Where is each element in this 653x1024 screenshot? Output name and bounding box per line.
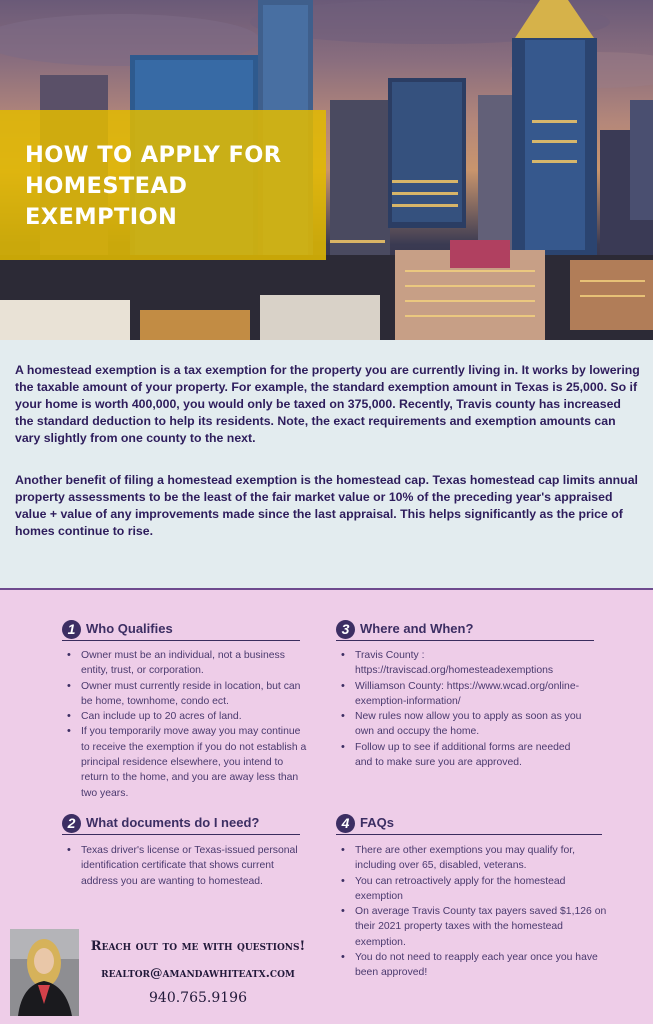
section-title: FAQs <box>360 815 394 830</box>
number-badge: 1 <box>62 620 81 639</box>
list-item: • On average Travis County tax payers saved $1,126 on their 2021 property taxes with the homestead exemption. <box>336 904 616 950</box>
bullet-list <box>62 843 312 889</box>
bullet-list <box>62 648 310 801</box>
list-item: • New rules now allow you to apply as soon as you own and occupy the home. <box>336 709 586 740</box>
list-item: • Williamson County: https://www.wcad.org/online-exemption-information/ <box>336 679 586 710</box>
list-item: • Owner must be an individual, not a business entity, trust, or corporation. <box>62 648 310 679</box>
section-faqs <box>336 812 607 981</box>
section-title: Where and When? <box>360 621 474 636</box>
bullet-list <box>336 648 586 770</box>
hero-banner <box>0 0 653 340</box>
section-divider <box>0 588 653 590</box>
list-item: • Texas driver's license or Texas-issued personal identification certificate that shows current address you are wanting to homestead. <box>62 843 312 889</box>
agent-photo <box>10 929 79 1016</box>
list-item: • There are other exemptions you may qualify for, including over 65, disabled, veterans. <box>336 843 616 874</box>
section-header <box>336 618 594 641</box>
list-item: • Travis County : https://traviscad.org/homesteadexemptions <box>336 648 586 679</box>
list-item: • If you temporarily move away you may continue to receive the exemption if you do not establish a principal residence elsewhere, you intend to return to the home, and you are away less than two years. <box>62 724 310 800</box>
number-badge: 3 <box>336 620 355 639</box>
list-item: • You can retroactively apply for the homestead exemption <box>336 874 616 905</box>
section-title: Who Qualifies <box>86 621 173 636</box>
section-header <box>62 618 300 641</box>
bullet-list <box>336 843 616 981</box>
intro-panel <box>0 340 653 588</box>
list-item: • Follow up to see if additional forms are needed and to make sure you are approved. <box>336 740 586 771</box>
number-badge: 4 <box>336 814 355 833</box>
section-where-when <box>336 618 594 770</box>
section-title: What documents do I need? <box>86 815 260 830</box>
list-item: • You do not need to reapply each year once you have been approved! <box>336 950 616 981</box>
list-item: • Owner must currently reside in location, but can be home, townhome, condo ect. <box>62 679 310 710</box>
intro-paragraph-1: A homestead exemption is a tax exemption for the property you are currently living in. It works by lowering the taxable amount of your property. For example, the standard exemption amount in Texas is 25,000. So if your home is worth 400,000, you would only be taxed on 375,000. Recently, Travis county has increased the standard deduction to help its residents. Note, the exact requirements and exemption amounts can vary slightly from one county to the next. <box>15 363 640 445</box>
section-header <box>62 812 300 835</box>
number-badge: 2 <box>62 814 81 833</box>
section-header <box>336 812 602 835</box>
contact-invite: Reach out to me with questions! <box>90 939 306 954</box>
intro-paragraph-2: Another benefit of filing a homestead exemption is the homestead cap. Texas homestead cap limits annual property assessments to be the least of the fair market value or 10% of the preceding year's appraised value + value of any improvements made since the last appraisal. This helps significantly as the price of homes continue to rise. <box>15 473 638 538</box>
section-who-qualifies <box>62 618 307 801</box>
page-title: HOW TO APPLY FOR HOMESTEAD EXEMPTION <box>25 142 282 230</box>
list-item: • Can include up to 20 acres of land. <box>62 709 310 724</box>
section-documents <box>62 812 300 889</box>
contact-email[interactable]: realtor@amandawhiteatx.com <box>101 965 295 980</box>
contact-phone[interactable]: 940.765.9196 <box>149 990 247 1006</box>
